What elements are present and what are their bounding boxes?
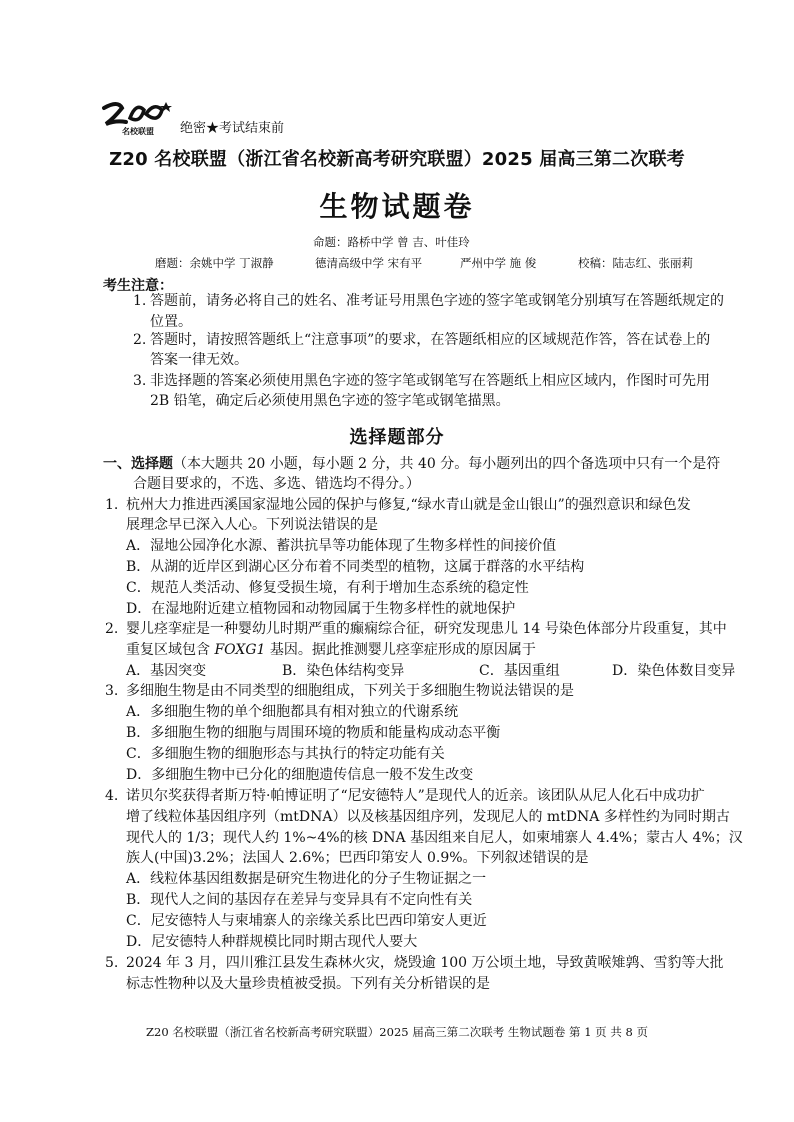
credits-reviewer-1: 磨题：余姚中学 丁淑静: [155, 256, 274, 270]
logo-caption: 名校联盟: [122, 126, 154, 136]
option-d: D．多细胞生物中已分化的细胞遗传信息一般不发生改变: [126, 767, 474, 783]
notice-item-num: 1.: [133, 293, 147, 309]
question-stem: 多细胞生物是由不同类型的细胞组成，下列关于多细胞生物说法错误的是: [126, 683, 574, 699]
question-stem: 现代人的 1/3；现代人约 1%~4%的核 DNA 基因组来自尼人，如柬埔寨人 4.4%；蒙古人 4%；汉: [126, 830, 743, 846]
section-intro: [103, 454, 720, 475]
notice-item-num: 3.: [133, 373, 147, 389]
question-stem: 族人(中国)3.2%；法国人 2.6%；巴西印第安人 0.9%。下列叙述错误的是: [126, 850, 589, 866]
option-a: A．湿地公园净化水源、蓄洪抗旱等功能体现了生物多样性的间接价值: [126, 538, 557, 554]
option-c: C．规范人类活动、修复受损生境，有利于增加生态系统的稳定性: [126, 580, 529, 596]
question-number: 3.: [105, 683, 119, 699]
question-stem: 杭州大力推进西溪国家湿地公园的保护与修复,“绿水青山就是金山银山”的强烈意识和绿色发: [126, 497, 691, 513]
question-number: 1.: [105, 497, 119, 513]
question-stem: 诺贝尔奖获得者斯万特·帕博证明了“尼安德特人”是现代人的近亲。该团队从尼人化石中成功扩: [126, 788, 705, 804]
question-stem: 增了线粒体基因组序列（mtDNA）以及核基因组序列，发现尼人的 mtDNA 多样性约为同时期古: [126, 809, 730, 825]
z20-logo: [100, 98, 180, 142]
gene-name: FOXG1: [214, 642, 266, 658]
stem-text: 重复区域包含: [126, 642, 215, 658]
notice-item-num: 2.: [133, 332, 147, 348]
credits-setters: 命题：路桥中学 曾 吉、叶佳玲: [313, 235, 470, 249]
option-c: C．尼安德特人与柬埔寨人的亲缘关系比巴西印第安人更近: [126, 913, 487, 929]
option-b: B．现代人之间的基因存在差异与变异具有不定向性有关: [126, 892, 473, 908]
question-stem: 婴儿痉挛症是一种婴幼儿时期严重的癫痫综合征，研究发现患儿 14 号染色体部分片段重复，其中: [126, 621, 727, 637]
question-stem: [126, 640, 536, 661]
stem-text: 基因。据此推测婴儿痉挛症形成的原因属于: [265, 642, 536, 658]
notice-item-line: 答案一律无效。: [150, 352, 248, 368]
option-a: A．线粒体基因组数据是研究生物进化的分子生物证据之一: [126, 871, 487, 887]
section-intro-label: 一、选择题: [103, 456, 173, 472]
option-a: A．基因突变: [126, 663, 207, 679]
credits-reviewer-3: 严州中学 施 俊: [460, 256, 537, 270]
exam-title: Z20 名校联盟（浙江省名校新高考研究联盟）2025 届高三第二次联考: [109, 149, 685, 170]
credits-reviewer-2: 德清高级中学 宋有平: [315, 256, 423, 270]
question-stem: 展理念早已深入人心。下列说法错误的是: [126, 517, 378, 533]
page-footer: Z20 名校联盟（浙江省名校新高考研究联盟）2025 届高三第二次联考 生物试题卷 第 1 页 共 8 页: [146, 1025, 648, 1039]
question-stem: 2024 年 3 月，四川雅江县发生森林火灾，烧毁逾 100 万公顷土地，导致黄喉雉鹑、雪豹等大批: [126, 955, 724, 971]
option-d: D．尼安德特人种群规模比同时期古现代人要大: [126, 934, 418, 950]
notice-item-line: 2B 铅笔，确定后必须使用黑色字迹的签字笔或钢笔描黑。: [150, 393, 510, 409]
question-number: 4.: [105, 788, 119, 804]
notice-item-line: 答题时，请按照答题纸上“注意事项”的要求，在答题纸相应的区域规范作答，答在试卷上的: [150, 332, 711, 348]
notice-item-line: 非选择题的答案必须使用黑色字迹的签字笔或钢笔写在答题纸上相应区域内，作图时可先用: [150, 373, 710, 389]
secret-label: 绝密★考试结束前: [180, 121, 285, 136]
option-d: D．染色体数目变异: [612, 663, 736, 679]
credits-proofreader: 校稿：陆志红、张丽莉: [578, 256, 693, 270]
option-c: C．基因重组: [479, 663, 560, 679]
option-c: C．多细胞生物的细胞形态与其执行的特定功能有关: [126, 746, 445, 762]
section-title: 选择题部分: [349, 427, 445, 448]
option-a: A．多细胞生物的单个细胞都具有相对独立的代谢系统: [126, 704, 459, 720]
option-b: B．染色体结构变异: [282, 663, 405, 679]
section-intro-text: （本大题共 20 小题，每小题 2 分，共 40 分。每小题列出的四个备选项中只有一个是符: [173, 456, 721, 472]
subject-title: 生物试题卷: [319, 190, 475, 223]
option-d: D．在湿地附近建立植物园和动物园属于生物多样性的就地保护: [126, 601, 516, 617]
option-b: B．多细胞生物的细胞与周围环境的物质和能量构成动态平衡: [126, 725, 501, 741]
section-intro-line2: 合题目要求的，不选、多选、错选均不得分。）: [133, 476, 420, 492]
question-number: 5.: [105, 955, 119, 971]
option-b: B．从湖的近岸区到湖心区分布着不同类型的植物，这属于群落的水平结构: [126, 559, 585, 575]
notice-heading: 考生注意：: [103, 278, 173, 294]
question-number: 2.: [105, 621, 119, 637]
notice-item-line: 位置。: [150, 314, 192, 330]
question-stem: 标志性物种以及大量珍贵植被受损。下列有关分析错误的是: [126, 976, 490, 992]
notice-item-line: 答题前，请务必将自己的姓名、准考证号用黑色字迹的签字笔或钢笔分别填写在答题纸规定的: [150, 293, 724, 309]
